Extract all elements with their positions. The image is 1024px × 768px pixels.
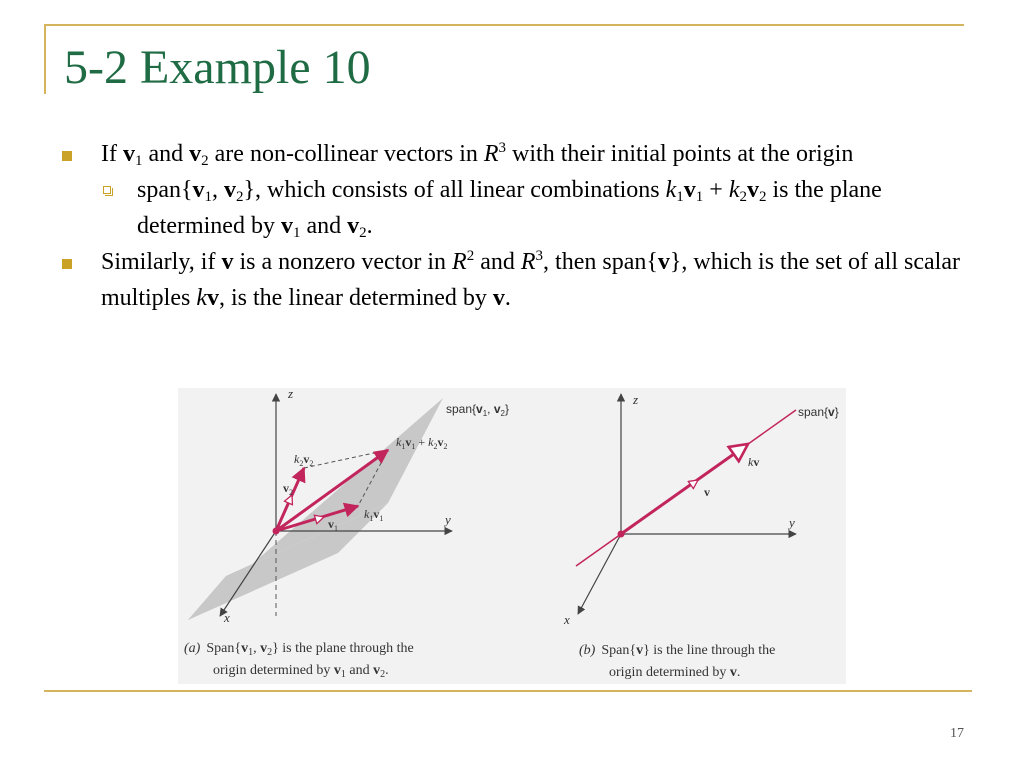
- bullet-similarly: Similarly, if v is a nonzero vector in $R^2$ and $R^3$, then span{v}, which is the set of all scalar multiples kv, is the linear determined by v.: [62, 244, 967, 316]
- span-v1-v2-label: $span\{v_1$, $v_2$}: [446, 402, 509, 418]
- v-label: v: [704, 485, 710, 499]
- z-axis-label: z: [633, 392, 639, 407]
- x-axis-label: x: [224, 610, 230, 625]
- v2-label: $v_2$: [283, 481, 293, 497]
- y-axis-label: y: [789, 515, 795, 530]
- page-number: 17: [950, 726, 964, 741]
- origin-point: [273, 528, 280, 535]
- top-rule: [44, 24, 964, 26]
- v-vector: [621, 480, 698, 534]
- caption-b-line2: origin determined by v.: [609, 665, 741, 680]
- caption-b-line1: (b) Span{v} is the line through the: [579, 643, 776, 658]
- bottom-rule: [44, 690, 972, 692]
- y-axis-label: y: [445, 512, 451, 527]
- v1-label: $v_1$: [328, 517, 338, 533]
- caption-a-line2: origin determined by $v_1$ and $v_2$.: [213, 663, 389, 680]
- square-bullet-icon: [62, 151, 72, 161]
- kv-label: kv: [748, 455, 760, 469]
- left-accent-rule: [44, 24, 46, 94]
- x-axis: [578, 534, 621, 614]
- k1v1-label: $k_1v_1$: [364, 507, 384, 523]
- k1v1-plus-k2v2-label: $k_1v_1 + k_2v_2$: [396, 435, 448, 451]
- caption-a-line1: (a) $Span\{v_1$, $v_2$} is the plane through the: [184, 641, 414, 658]
- span-diagram: [178, 388, 846, 684]
- subbullet-span-plane: $span\{v_1$, $v_2$}, which consists of all linear combinations $k_1v_1 + k_2v_2$ is the plane determined by $v_1$ and $v_2$.: [137, 172, 967, 244]
- slide-content: [62, 136, 967, 316]
- k2v2-label: $k_2v_2$: [294, 452, 314, 468]
- z-axis-label: z: [288, 388, 294, 401]
- origin-point: [618, 531, 625, 538]
- hollow-square-bullet-icon: [103, 186, 111, 194]
- span-figure: [178, 388, 846, 684]
- square-bullet-icon: [62, 259, 72, 269]
- bullet-noncollinear: If $v_1$ and $v_2$ are non-collinear vectors in $R^3$ with their initial points at the origin: [62, 136, 967, 172]
- x-axis-label: x: [564, 612, 570, 627]
- span-v-label: span{v}: [798, 405, 839, 419]
- slide-title: 5-2 Example 10: [64, 41, 371, 94]
